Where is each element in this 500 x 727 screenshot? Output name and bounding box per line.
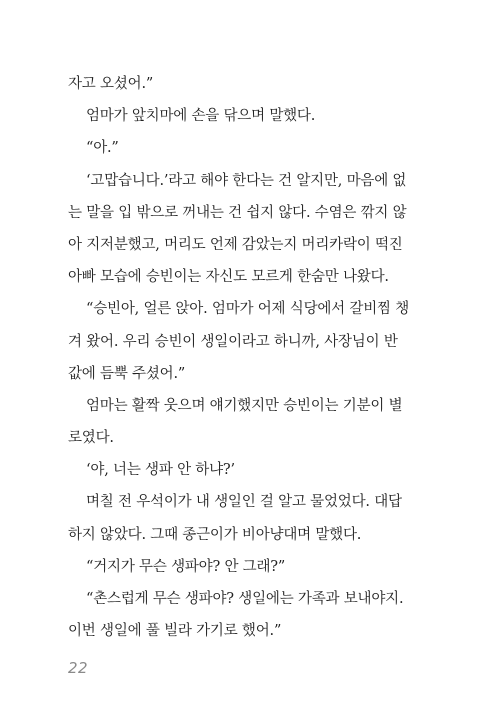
text-line: “아.” <box>86 140 119 157</box>
text-line: 하지 않았다. 그때 종근이가 비아냥대며 말했다. <box>68 526 362 543</box>
text-line: 엄마가 앞치마에 손을 닦으며 말했다. <box>86 108 316 125</box>
text-line: 값에 듬뿍 주셨어.” <box>68 365 186 382</box>
text-line: 며칠 전 우석이가 내 생일인 걸 알고 물었었다. 대답 <box>86 494 402 511</box>
text-line: 로였다. <box>68 430 114 447</box>
text-line: “촌스럽게 무슨 생파야? 생일에는 가족과 보내야지. <box>86 591 404 607</box>
body-text <box>68 68 439 647</box>
text-line: 엄마는 활짝 웃으며 얘기했지만 승빈이는 기분이 별 <box>86 397 403 414</box>
text-line: 자고 오셨어.” <box>68 76 154 92</box>
text-line: ‘고맙습니다.’라고 해야 한다는 건 알지만, 마음에 없 <box>86 172 407 189</box>
page-number: 22 <box>68 659 89 677</box>
text-line: 이번 생일에 풀 빌라 가기로 했어.” <box>68 623 282 640</box>
text-line: 아 지저분했고, 머리도 언제 감았는지 머리카락이 떡진 <box>68 236 403 253</box>
text-line: 겨 왔어. 우리 승빈이 생일이라고 하니까, 사장님이 반 <box>68 333 398 350</box>
text-line: ‘야, 너는 생파 안 하냐?’ <box>86 462 235 479</box>
text-line: 는 말을 입 밖으로 꺼내는 건 쉽지 않다. 수염은 깎지 않 <box>68 204 407 221</box>
text-line: “거지가 무슨 생파야? 안 그래?” <box>86 558 286 575</box>
text-line: 아빠 모습에 승빈이는 자신도 모르게 한숨만 나왔다. <box>68 269 389 286</box>
text-line: “승빈아, 얼른 앉아. 엄마가 어제 식당에서 갈비찜 챙 <box>86 301 410 318</box>
